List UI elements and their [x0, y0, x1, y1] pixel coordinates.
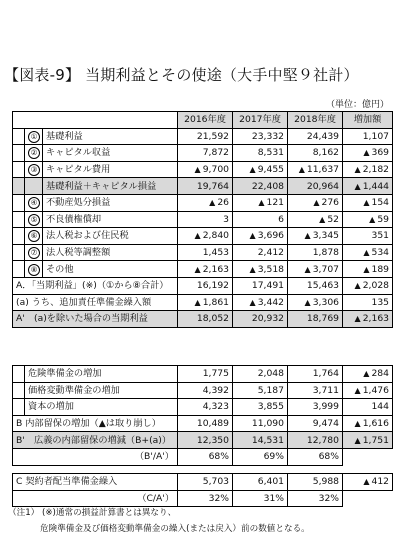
value-cell	[288, 474, 343, 491]
negative-triangle-icon	[355, 280, 363, 291]
value-cell	[233, 294, 288, 311]
cell-value: 9,700	[202, 164, 230, 176]
value-cell	[233, 194, 288, 211]
value-cell	[288, 415, 343, 432]
cell-value: 1,751	[362, 434, 389, 446]
value-cell	[178, 261, 233, 278]
profit-table	[12, 111, 393, 328]
value-cell	[178, 366, 233, 383]
indent-spacer	[13, 211, 25, 228]
cell-value: 8,531	[257, 147, 285, 159]
item-label: B 内部留保の増加（▲は取り崩し）	[13, 415, 178, 432]
cell-value: 3	[223, 213, 230, 225]
cell-value: 21,592	[196, 130, 230, 142]
cell-value: 276	[321, 197, 340, 209]
table-row	[13, 277, 393, 294]
cell-value: 2,048	[257, 368, 284, 380]
header-row	[13, 112, 393, 129]
table-row	[13, 294, 393, 311]
negative-triangle-icon	[250, 164, 258, 175]
cell-value: 69%	[263, 451, 284, 463]
value-cell	[288, 311, 343, 328]
value-cell	[178, 194, 233, 211]
value-cell	[288, 194, 343, 211]
cell-value: 135	[371, 296, 390, 308]
cell-value: 1,616	[362, 418, 389, 430]
cell-value: 1,107	[362, 130, 390, 142]
value-cell	[178, 128, 233, 145]
item-label: キャピタル費用	[43, 161, 178, 178]
circled-number: ⑤	[28, 214, 40, 226]
cell-value: 189	[371, 263, 390, 275]
indent-spacer	[13, 228, 25, 245]
cell-value: 12,780	[306, 434, 339, 446]
item-number	[25, 244, 43, 261]
item-number	[25, 128, 43, 145]
table-row	[13, 399, 393, 416]
cell-value: 3,696	[257, 230, 285, 242]
cell-value: 31%	[263, 492, 285, 504]
item-label: B' 広義の内部留保の増減（B+(a)）	[13, 432, 178, 449]
negative-triangle-icon	[250, 297, 258, 308]
value-cell	[178, 145, 233, 162]
cell-value: 11,637	[306, 164, 340, 176]
indent-spacer	[13, 145, 25, 162]
cell-value: 8,162	[312, 147, 340, 159]
item-label: 基礎利益＋キャピタル損益	[43, 178, 178, 195]
cell-value: 5,187	[257, 384, 284, 396]
item-label: 法人税および住民税	[43, 228, 178, 245]
value-cell	[178, 244, 233, 261]
cell-value: 1,476	[362, 384, 389, 396]
cell-value: 4,392	[202, 384, 229, 396]
circled-number: ②	[28, 147, 40, 159]
item-number	[25, 161, 43, 178]
value-cell	[178, 228, 233, 245]
negative-triangle-icon	[355, 313, 363, 324]
table-row	[13, 382, 393, 399]
negative-triangle-icon	[355, 385, 363, 396]
cell-value: 2,182	[362, 164, 390, 176]
change-cell	[343, 244, 393, 261]
table-row	[13, 261, 393, 278]
value-cell	[288, 294, 343, 311]
value-cell	[233, 178, 288, 195]
negative-triangle-icon	[355, 435, 363, 446]
value-cell	[288, 145, 343, 162]
value-cell	[178, 432, 233, 449]
note-line-1: （注1） (※)通常の損益計算書とは異なり、	[8, 508, 177, 518]
cell-value: 5,703	[202, 476, 230, 488]
negative-triangle-icon	[250, 264, 258, 275]
value-cell	[178, 448, 233, 465]
cell-value: 9,474	[312, 418, 339, 430]
cell-value: 3,855	[257, 401, 284, 413]
negative-triangle-icon	[305, 264, 313, 275]
negative-triangle-icon	[355, 164, 363, 175]
value-cell	[288, 490, 343, 507]
value-cell	[178, 161, 233, 178]
item-label: 不良債権償却	[43, 211, 178, 228]
negative-triangle-icon	[305, 230, 313, 241]
value-cell	[233, 490, 288, 507]
header-change: 増加額	[343, 112, 393, 129]
negative-triangle-icon	[195, 297, 203, 308]
indent-spacer	[13, 244, 25, 261]
cell-value: 154	[371, 197, 390, 209]
value-cell	[233, 261, 288, 278]
item-number	[25, 145, 43, 162]
cell-value: 1,444	[362, 180, 390, 192]
negative-triangle-icon	[305, 297, 313, 308]
item-label: (a) うち、追加責任準備金繰入額	[13, 294, 178, 311]
cell-value: 19,764	[196, 180, 230, 192]
negative-triangle-icon	[299, 164, 307, 175]
cell-value: 32%	[318, 492, 340, 504]
indent-spacer	[13, 382, 25, 399]
circled-number: ⑥	[28, 230, 40, 242]
item-label: 基礎利益	[43, 128, 178, 145]
indent-spacer	[13, 178, 25, 195]
indent-spacer	[13, 194, 25, 211]
cell-value: 144	[371, 401, 389, 413]
value-cell	[178, 415, 233, 432]
table-row	[13, 474, 393, 491]
negative-triangle-icon	[355, 181, 363, 192]
cell-value: 369	[371, 147, 390, 159]
value-cell	[233, 277, 288, 294]
cell-value: 10,489	[196, 418, 229, 430]
negative-triangle-icon	[195, 230, 203, 241]
item-label: 法人税等調整額	[43, 244, 178, 261]
change-cell	[343, 415, 393, 432]
value-cell	[178, 294, 233, 311]
table-row	[13, 211, 393, 228]
table-row	[13, 490, 393, 507]
cell-value: 3,442	[257, 296, 285, 308]
cell-value: 68%	[318, 451, 339, 463]
value-cell	[233, 415, 288, 432]
change-cell	[343, 432, 393, 449]
item-label: A．「当期利益」(※)（①から⑧合計）	[13, 277, 178, 294]
negative-triangle-icon	[195, 264, 203, 275]
ratio-label: （B'/A'）	[13, 448, 178, 465]
indent-spacer	[13, 399, 25, 416]
cell-value: 2,163	[362, 313, 390, 325]
value-cell	[178, 211, 233, 228]
header-2018: 2018年度	[288, 112, 343, 129]
circled-number: ③	[28, 164, 40, 176]
cell-value: 1,861	[202, 296, 230, 308]
value-cell	[288, 228, 343, 245]
header-spacer	[13, 112, 178, 129]
cell-value: 2,412	[257, 247, 285, 259]
cell-value: 18,769	[306, 313, 340, 325]
value-cell	[178, 382, 233, 399]
cell-value: 6,401	[257, 476, 285, 488]
item-label: 不動産処分損益	[43, 194, 178, 211]
item-label: C 契約者配当準備金繰入	[13, 474, 178, 491]
cell-value: 14,531	[251, 434, 284, 446]
change-cell	[343, 474, 393, 491]
ratio-label: （C/A'）	[13, 490, 178, 507]
change-cell	[343, 311, 393, 328]
value-cell	[288, 211, 343, 228]
value-cell	[233, 382, 288, 399]
cell-value: 2,028	[362, 280, 390, 292]
change-cell	[343, 366, 393, 383]
cell-value: 3,518	[257, 263, 285, 275]
change-cell	[343, 161, 393, 178]
cell-value: 26	[217, 197, 230, 209]
table-row	[13, 178, 393, 195]
value-cell	[233, 474, 288, 491]
unit-label: （単位：億円）	[325, 100, 389, 110]
change-cell	[343, 194, 393, 211]
cell-value: 2,163	[202, 263, 230, 275]
negative-triangle-icon	[355, 418, 363, 429]
policyholder-dividend-table	[12, 473, 393, 507]
table-row	[13, 145, 393, 162]
cell-value: 4,323	[202, 401, 229, 413]
change-cell	[343, 277, 393, 294]
cell-value: 18,052	[196, 313, 230, 325]
cell-value: 16,192	[196, 280, 230, 292]
cell-value: 59	[377, 213, 390, 225]
change-cell	[343, 261, 393, 278]
cell-value: 23,332	[251, 130, 285, 142]
cell-value: 24,439	[306, 130, 340, 142]
cell-value: 68%	[208, 451, 229, 463]
change-cell	[343, 178, 393, 195]
value-cell	[178, 178, 233, 195]
note-line-2: 危険準備金及び価格変動準備金の繰入(または戻入）前の数値となる。	[40, 524, 310, 534]
retained-earnings-table	[12, 365, 393, 466]
value-cell	[233, 228, 288, 245]
cell-value: 6	[278, 213, 285, 225]
item-label: キャピタル収益	[43, 145, 178, 162]
value-cell	[233, 244, 288, 261]
circled-number: ④	[28, 197, 40, 209]
value-cell	[178, 311, 233, 328]
circled-number: ⑧	[28, 264, 40, 276]
table-row	[13, 448, 393, 465]
value-cell	[178, 490, 233, 507]
circled-number: ⑦	[28, 247, 40, 259]
value-cell	[288, 448, 343, 465]
cell-value: 3,306	[312, 296, 340, 308]
table-row	[13, 128, 393, 145]
item-number	[25, 228, 43, 245]
cell-value: 1,453	[202, 247, 230, 259]
item-label: 価格変動準備金の増加	[25, 382, 178, 399]
circled-number: ①	[28, 131, 40, 143]
cell-value: 20,932	[251, 313, 285, 325]
change-cell	[343, 128, 393, 145]
cell-value: 412	[371, 476, 390, 488]
header-2016: 2016年度	[178, 112, 233, 129]
value-cell	[233, 432, 288, 449]
table-row	[13, 366, 393, 383]
cell-value: 11,090	[251, 418, 284, 430]
value-cell	[288, 261, 343, 278]
change-cell	[343, 382, 393, 399]
table-row	[13, 311, 393, 328]
value-cell	[288, 432, 343, 449]
change-cell	[343, 399, 393, 416]
figure-title: 【図表-9】 当期利益とその使途（大手中堅９社計）	[4, 66, 359, 84]
value-cell	[288, 128, 343, 145]
item-label: その他	[43, 261, 178, 278]
cell-value: 17,491	[251, 280, 285, 292]
value-cell	[288, 277, 343, 294]
cell-value: 1,775	[202, 368, 229, 380]
cell-value: 32%	[208, 492, 230, 504]
value-cell	[233, 128, 288, 145]
cell-value: 534	[371, 247, 390, 259]
value-cell	[233, 399, 288, 416]
item-label: 危険準備金の増加	[25, 366, 178, 383]
value-cell	[178, 277, 233, 294]
indent-spacer	[13, 366, 25, 383]
cell-value: 12,350	[196, 434, 229, 446]
change-cell	[343, 211, 393, 228]
value-cell	[233, 145, 288, 162]
cell-value: 3,707	[312, 263, 340, 275]
cell-value: 3,711	[312, 384, 339, 396]
cell-value: 22,408	[251, 180, 285, 192]
item-label: 資本の増加	[25, 399, 178, 416]
cell-value: 20,964	[306, 180, 340, 192]
table-row	[13, 244, 393, 261]
empty-change-cell	[343, 490, 393, 507]
cell-value: 121	[266, 197, 285, 209]
header-2017: 2017年度	[233, 112, 288, 129]
value-cell	[178, 474, 233, 491]
cell-value: 1,878	[312, 247, 340, 259]
change-cell	[343, 294, 393, 311]
cell-value: 1,764	[312, 368, 339, 380]
item-label: A' (a)を除いた場合の当期利益	[13, 311, 178, 328]
cell-value: 9,455	[257, 164, 285, 176]
table-row	[13, 415, 393, 432]
value-cell	[233, 211, 288, 228]
indent-spacer	[13, 128, 25, 145]
cell-value: 3,999	[312, 401, 339, 413]
cell-value: 15,463	[306, 280, 340, 292]
cell-value: 52	[327, 213, 340, 225]
value-cell	[288, 366, 343, 383]
value-cell	[233, 311, 288, 328]
table-row	[13, 228, 393, 245]
value-cell	[233, 366, 288, 383]
cell-value: 351	[371, 230, 390, 242]
empty-change-cell	[343, 448, 393, 465]
negative-triangle-icon	[195, 164, 203, 175]
indent-spacer	[13, 261, 25, 278]
negative-triangle-icon	[250, 230, 258, 241]
table-row	[13, 161, 393, 178]
value-cell	[288, 382, 343, 399]
item-number	[25, 194, 43, 211]
value-cell	[288, 161, 343, 178]
item-number	[25, 178, 43, 195]
value-cell	[288, 244, 343, 261]
value-cell	[233, 161, 288, 178]
cell-value: 284	[371, 368, 389, 380]
cell-value: 3,345	[312, 230, 340, 242]
table-row	[13, 432, 393, 449]
value-cell	[233, 448, 288, 465]
value-cell	[178, 399, 233, 416]
value-cell	[288, 399, 343, 416]
value-cell	[288, 178, 343, 195]
change-cell	[343, 228, 393, 245]
item-number	[25, 211, 43, 228]
change-cell	[343, 145, 393, 162]
item-number	[25, 261, 43, 278]
indent-spacer	[13, 161, 25, 178]
table-row	[13, 194, 393, 211]
cell-value: 7,872	[202, 147, 230, 159]
cell-value: 5,988	[312, 476, 340, 488]
cell-value: 2,840	[202, 230, 230, 242]
